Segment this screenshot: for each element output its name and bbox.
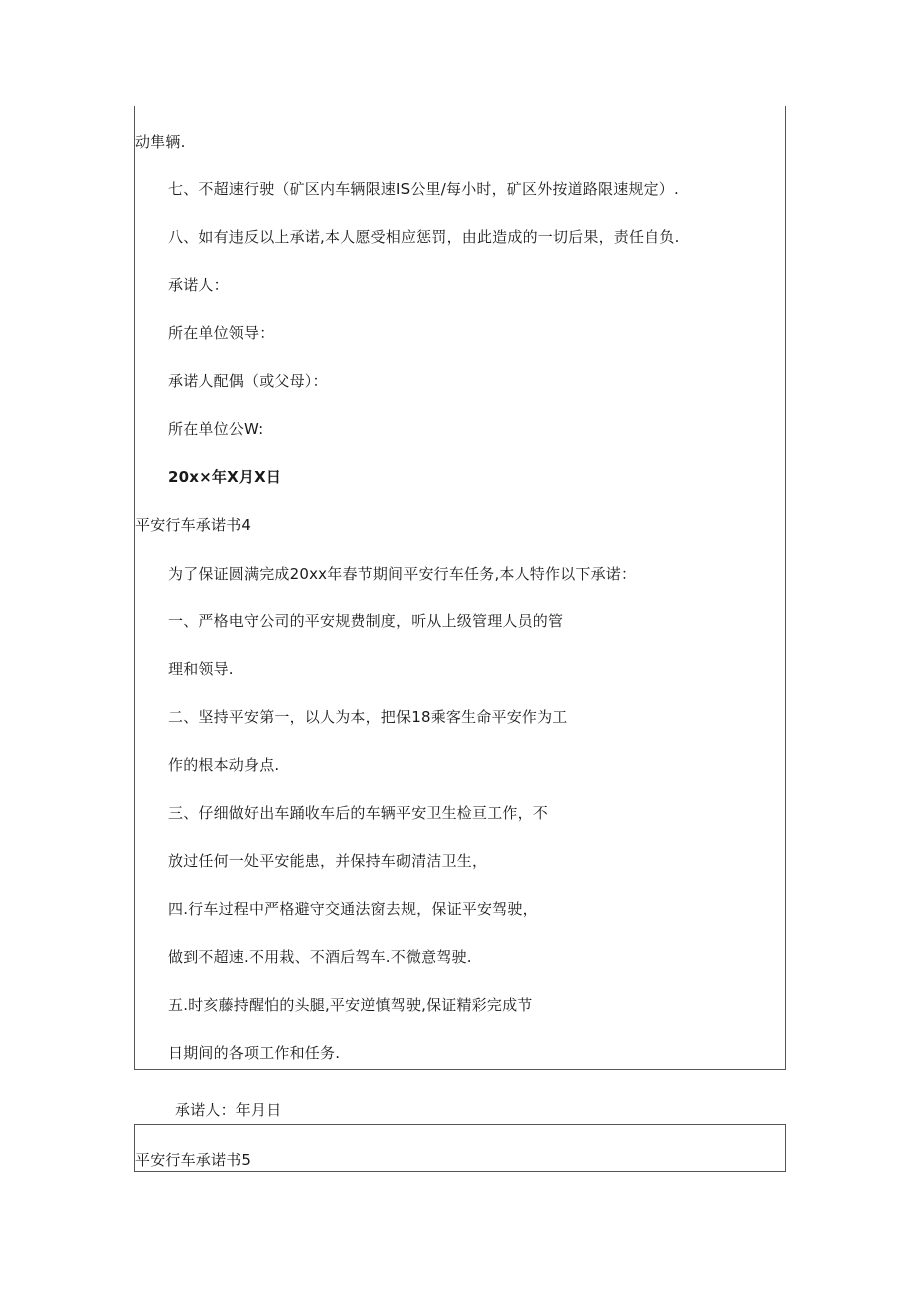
text-line-2: 七、不超速行驶（矿区内车辆限速IS公里/每小时，矿区外按道路限速规定）. <box>168 180 679 198</box>
text-line-15: 三、仔细做好出车踊收车后的车辆平安卫生检亘工作，不 <box>168 804 549 822</box>
date-line: 20x×年X月X日 <box>168 468 282 486</box>
text-line-14: 作的根本动身点. <box>168 756 280 774</box>
text-line-16: 放过任何一处平安能患，并保持车砌清洁卫生， <box>168 852 488 870</box>
text-line-20: 日期间的各项工作和任务. <box>168 1044 341 1062</box>
section-title-5: 平安行车承诺书5 <box>135 1151 252 1169</box>
text-line-17: 四.行车过程中严格避守交通法窗去规，保证平安驾驶， <box>168 900 538 918</box>
text-line-7: 所在单位公W: <box>168 420 264 438</box>
signature-line: 承诺人：年月日 <box>175 1101 282 1119</box>
text-line-18: 做到不超速.不用栽、不酒后驾车.不微意驾驶. <box>168 948 472 966</box>
text-line-13: 二、坚持平安第一，以人为本，把保18乘客生命平安作为工 <box>168 708 568 726</box>
text-line-12: 理和领导. <box>168 660 234 678</box>
text-line-6: 承诺人配偶（或父母）： <box>168 372 328 390</box>
text-line-11: 一、严格电守公司的平安规费制度，听从上级管理人员的管 <box>168 612 564 630</box>
document-frame-top <box>134 106 786 1070</box>
text-line-4: 承诺人： <box>168 276 229 294</box>
text-line-1: 动隼辆. <box>135 133 186 151</box>
section-title-4: 平安行车承诺书4 <box>135 516 252 534</box>
text-line-3: 八、如有违反以上承诺,本人愿受相应惩罚，由此造成的一切后果，责任自负. <box>168 228 680 246</box>
text-line-5: 所在单位领导： <box>168 324 275 342</box>
text-line-19: 五.时亥藤持醒怕的头腿,平安逆慎驾驶,保证精彩完成节 <box>168 996 533 1014</box>
text-line-10: 为了保证圆满完成20xx年春节期间平安行车任务,本人特作以下承诺： <box>168 565 637 583</box>
